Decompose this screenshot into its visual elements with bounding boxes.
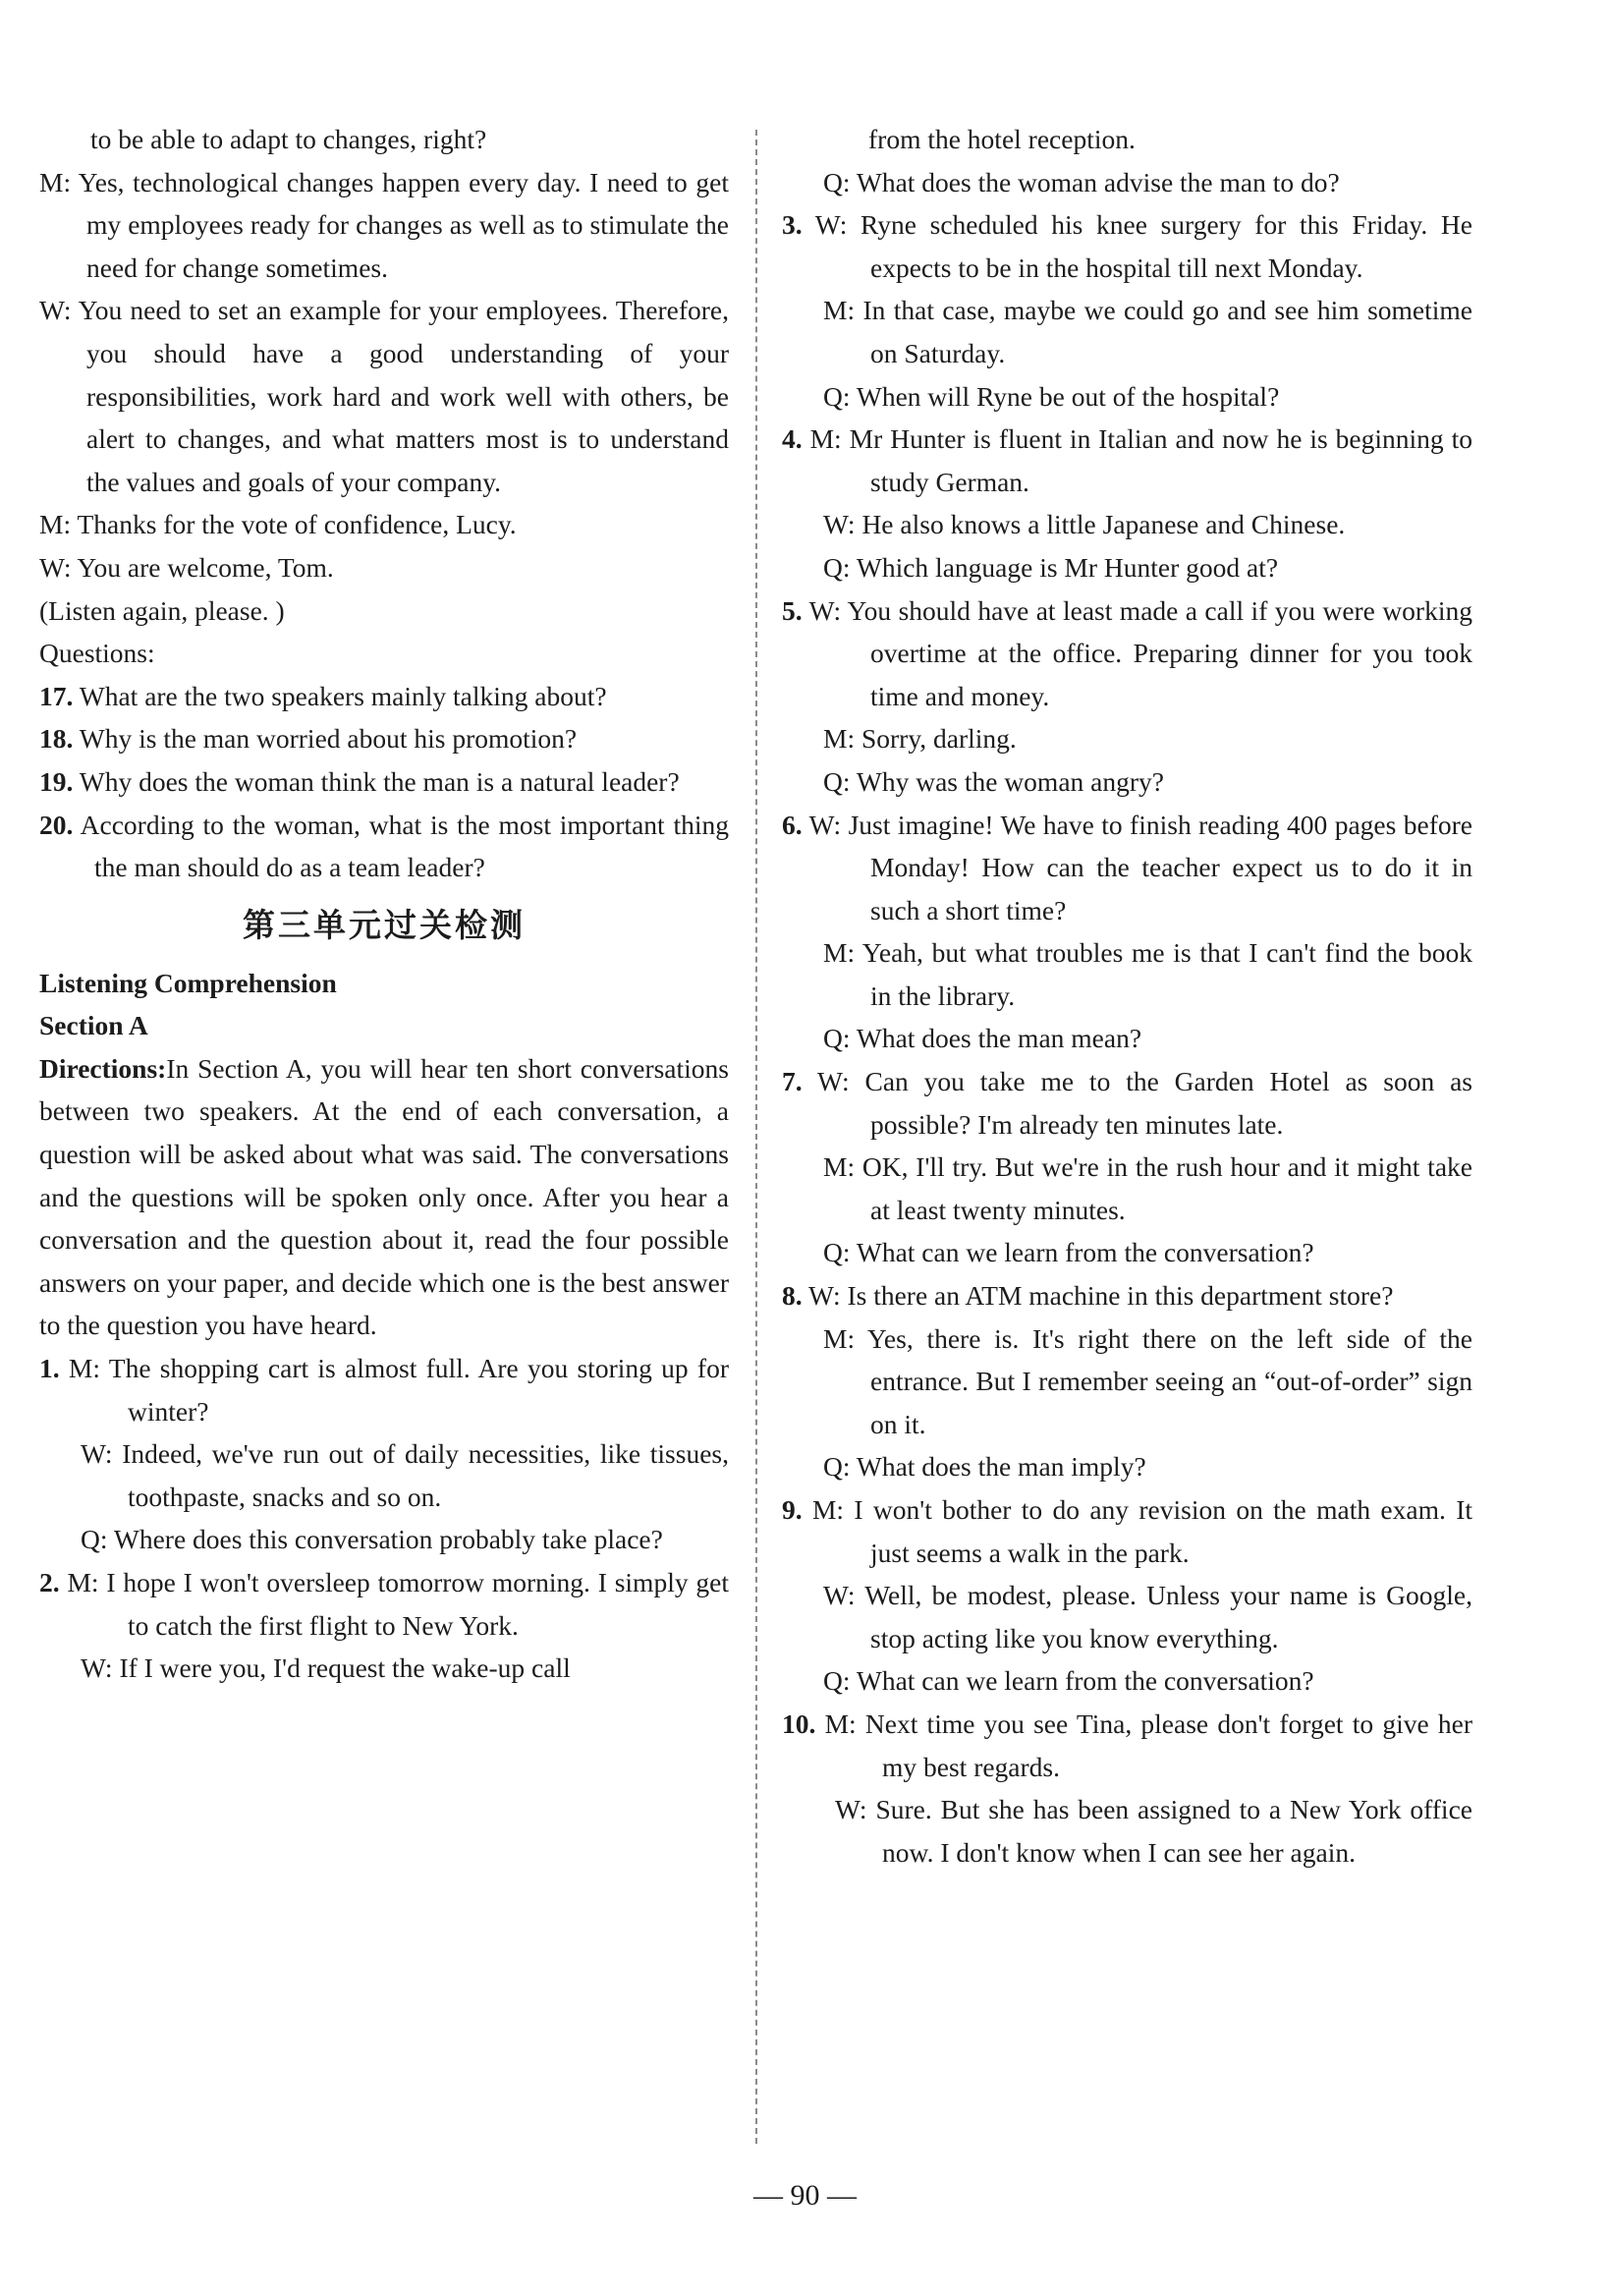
section-subtitle: Section A	[39, 1010, 148, 1041]
dialogue-line: M: OK, I'll try. But we're in the rush hour and it might take at least twenty minutes.	[823, 1151, 1472, 1225]
text-line: to be able to adapt to changes, right?	[90, 124, 487, 154]
column-divider	[755, 130, 757, 2144]
dialogue-line: W: You should have at least made a call if you were working overtime at the office. Preparing dinner for you took time and money.	[808, 594, 1472, 711]
conversation-5	[782, 589, 1472, 718]
item-number: 10.	[782, 1708, 816, 1739]
question-line: Q: What can we learn from the conversation?	[823, 1665, 1314, 1697]
conversation-3	[782, 203, 1472, 289]
item-number: 7.	[782, 1066, 803, 1097]
question-line: Q: What does the man mean?	[823, 1023, 1142, 1054]
question-line: Q: Why was the woman angry?	[823, 765, 1164, 797]
left-column	[39, 118, 729, 1690]
dialogue-line: W: You are welcome, Tom.	[39, 551, 334, 583]
dialogue-line: M: The shopping cart is almost full. Are you storing up for winter?	[68, 1353, 729, 1427]
dialogue-line: W: Indeed, we've run out of daily necessities, like tissues, toothpaste, snacks and so on.	[81, 1438, 729, 1512]
question-text: According to the woman, what is the most important thing the man should do as a team leader?	[80, 809, 729, 883]
dialogue-line: M: Next time you see Tina, please don't forget to give her my best regards.	[824, 1708, 1473, 1782]
dialogue-line: W: Well, be modest, please. Unless your name is Google, stop acting like you know everything.	[823, 1580, 1472, 1653]
conversation-6	[782, 804, 1472, 932]
dialogue-line: M: In that case, maybe we could go and see him sometime on Saturday.	[823, 295, 1472, 368]
dialogue-line: W: Just imagine! We have to finish reading 400 pages before Monday! How can the teacher expect us to do it in such a short time?	[808, 809, 1472, 925]
item-number: 8.	[782, 1280, 803, 1312]
section-title: Listening Comprehension	[39, 967, 337, 998]
page-number: — 90 —	[753, 2179, 857, 2212]
right-column	[782, 118, 1472, 1874]
directions-label: Directions:	[39, 1052, 167, 1084]
questions-label: Questions:	[39, 638, 155, 669]
dialogue-line: M: Thanks for the vote of confidence, Lucy.	[39, 509, 517, 540]
question-number: 20.	[39, 809, 74, 840]
question-text: Why does the woman think the man is a natural leader?	[79, 765, 680, 797]
conversation-10	[782, 1703, 1472, 1788]
dialogue-line: M: Yeah, but what troubles me is that I can't find the book in the library.	[823, 937, 1472, 1011]
text-line: from the hotel reception.	[868, 124, 1136, 154]
question-line: Q: What does the man imply?	[823, 1451, 1146, 1483]
dialogue-line: W: Ryne scheduled his knee surgery for this Friday. He expects to be in the hospital till next Monday.	[814, 209, 1472, 283]
dialogue-line: W: If I were you, I'd request the wake-up call	[81, 1652, 571, 1684]
conversation-9	[782, 1488, 1472, 1574]
question-number: 17.	[39, 680, 74, 711]
dialogue-line: M: I won't bother to do any revision on the math exam. It just seems a walk in the park.	[811, 1494, 1472, 1568]
dialogue-line: W: Can you take me to the Garden Hotel as soon as possible? I'm already ten minutes late.	[817, 1066, 1472, 1140]
conversation-7	[782, 1060, 1472, 1146]
dialogue-line: W: He also knows a little Japanese and Chinese.	[823, 509, 1346, 540]
item-number: 9.	[782, 1494, 803, 1525]
dialogue-line: M: Sorry, darling.	[823, 723, 1017, 755]
dialogue-line: M: Yes, there is. It's right there on the left side of the entrance. But I remember seeing an “out-of-order” sign on it.	[823, 1322, 1472, 1439]
item-number: 3.	[782, 209, 803, 241]
question-text: What are the two speakers mainly talking about?	[79, 680, 607, 711]
question-19	[39, 760, 729, 804]
question-number: 18.	[39, 723, 74, 755]
directions	[39, 1047, 729, 1347]
question-line: Q: What can we learn from the conversation?	[823, 1237, 1314, 1268]
conversation-4	[782, 418, 1472, 503]
question-line: Q: Which language is Mr Hunter good at?	[823, 551, 1279, 583]
dialogue-line: W: Is there an ATM machine in this department store?	[808, 1280, 1394, 1312]
item-number: 4.	[782, 423, 803, 455]
item-number: 5.	[782, 594, 803, 626]
item-number: 6.	[782, 809, 803, 840]
conversation-2	[39, 1561, 729, 1647]
question-line: Q: When will Ryne be out of the hospital?	[823, 380, 1280, 412]
question-line: Q: Where does this conversation probably take place?	[81, 1524, 663, 1555]
question-number: 19.	[39, 765, 74, 797]
directions-text: In Section A, you will hear ten short conversations between two speakers. At the end of each conversation, a question will be asked about what was said. The conversations and the questions will be spoken only once. After you hear a conversation and the question about it, read the four possible answers on your paper, and decide which one is the best answer to the question you have heard.	[39, 1052, 729, 1341]
conversation-1	[39, 1347, 729, 1432]
item-number: 1.	[39, 1353, 60, 1384]
question-line: Q: What does the woman advise the man to do?	[823, 166, 1340, 197]
item-number: 2.	[39, 1567, 60, 1597]
dialogue-line: W: Sure. But she has been assigned to a New York office now. I don't know when I can see her again.	[835, 1794, 1472, 1868]
question-20	[39, 804, 729, 889]
question-17	[39, 675, 729, 718]
question-18	[39, 717, 729, 760]
dialogue-line: M: I hope I won't oversleep tomorrow morning. I simply get to catch the first flight to New York.	[67, 1567, 729, 1641]
question-text: Why is the man worried about his promotion?	[79, 723, 578, 755]
dialogue-line: M: Mr Hunter is fluent in Italian and now he is beginning to study German.	[809, 423, 1472, 497]
dialogue-line: M: Yes, technological changes happen every day. I need to get my employees ready for changes as well as to stimulate the need for change sometimes.	[39, 166, 729, 283]
instruction-line: (Listen again, please. )	[39, 594, 285, 626]
dialogue-line: W: You need to set an example for your employees. Therefore, you should have a good understanding of your responsibilities, work hard and work well with others, be alert to changes, and what matters most is to understand the values and goals of your company.	[39, 295, 729, 497]
conversation-8	[782, 1274, 1472, 1317]
unit-heading: 第三单元过关检测	[243, 905, 526, 944]
